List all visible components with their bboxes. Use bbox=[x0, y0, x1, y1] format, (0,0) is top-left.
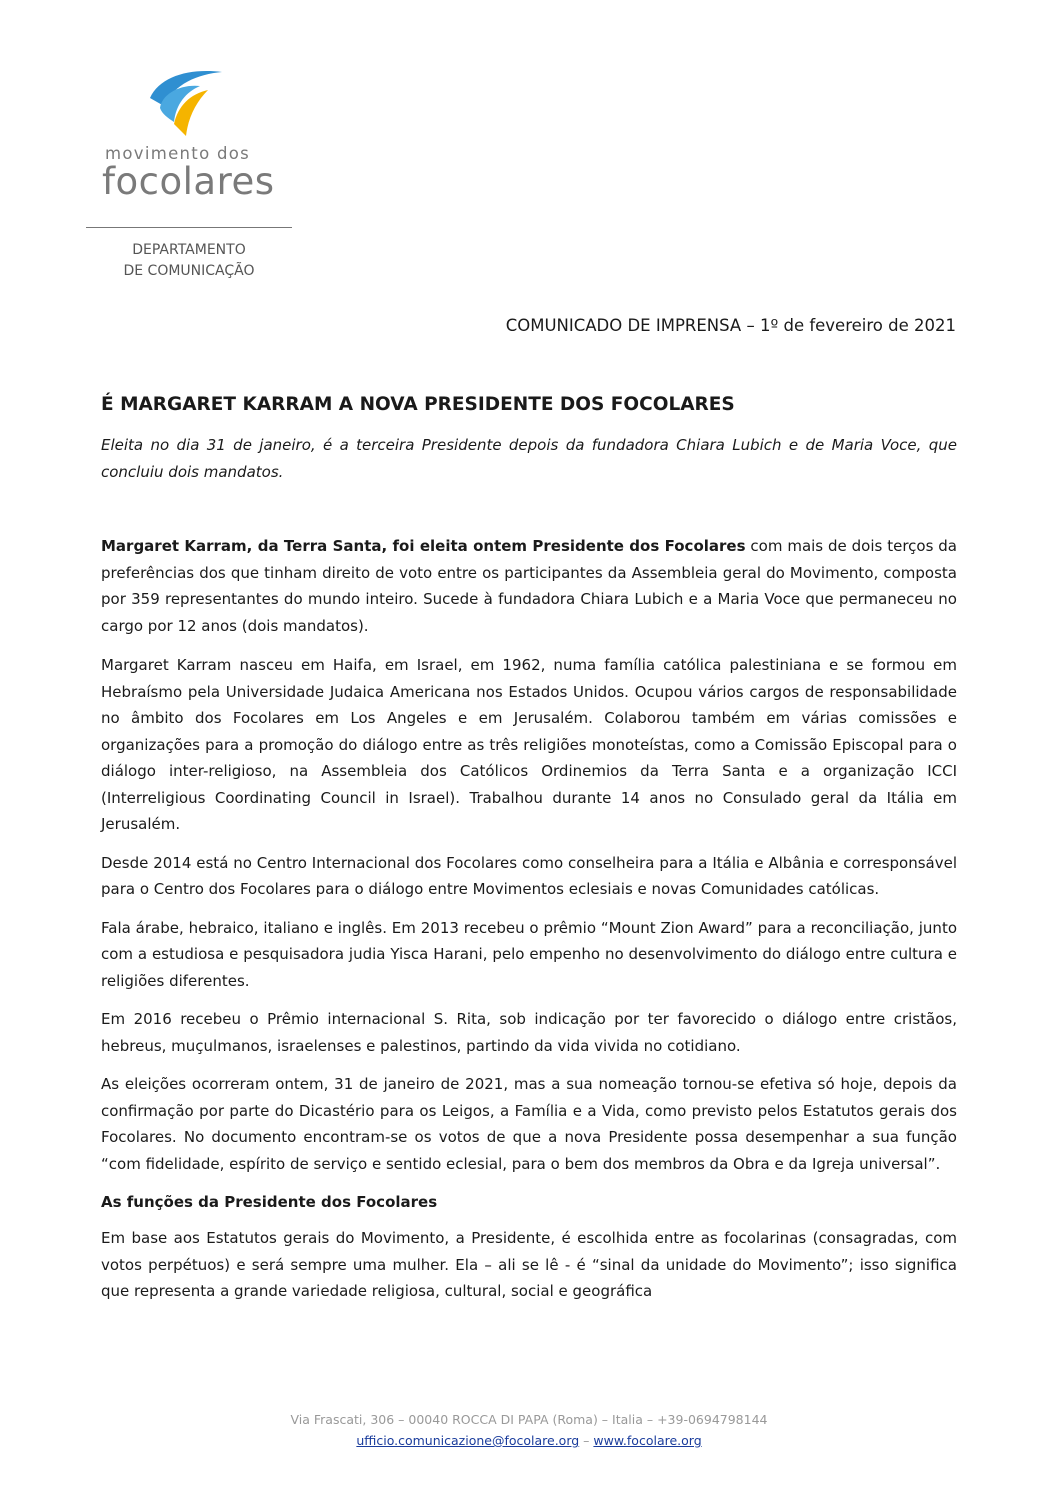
email-link[interactable]: ufficio.comunicazione@focolare.org bbox=[356, 1433, 580, 1448]
focolare-swoosh-icon bbox=[146, 66, 226, 142]
footer-links bbox=[0, 1430, 1058, 1451]
department-line-1: DEPARTAMENTO bbox=[132, 242, 246, 258]
section-heading: As funções da Presidente dos Focolares bbox=[101, 1193, 438, 1211]
website-link[interactable]: www.focolare.org bbox=[593, 1433, 702, 1448]
paragraph: Desde 2014 está no Centro Internacional dos Focolares como conselheira para a Itália e Albânia e corresponsável para o Centro dos Focolares para o diálogo entre Movimentos eclesiais e novas Comunidades católicas. bbox=[101, 853, 957, 898]
subheadline: Eleita no dia 31 de janeiro, é a terceira Presidente depois da fundadora Chiara Lubich e de Maria Voce, que concluiu dois mandatos. bbox=[101, 436, 957, 481]
department-line-2: DE COMUNICAÇÃO bbox=[123, 263, 255, 279]
paragraph: Fala árabe, hebraico, italiano e inglês. Em 2013 recebeu o prêmio “Mount Zion Award” para a reconciliação, junto com a estudiosa e pesquisadora judia Yisca Harani, pelo empenho no desenvolvimento do diálogo entre cultura e religiões diferentes. bbox=[101, 918, 957, 990]
footer-separator: – bbox=[583, 1433, 594, 1448]
press-release-date: COMUNICADO DE IMPRENSA – 1º de fevereiro de 2021 bbox=[505, 316, 956, 335]
footer-address: Via Frascati, 306 – 00040 ROCCA DI PAPA (Roma) – Italia – +39-0694798144 bbox=[290, 1412, 768, 1427]
paragraph: Margaret Karram nasceu em Haifa, em Israel, em 1962, numa família católica palestiniana e se formou em Hebraísmo pela Universidade Judaica Americana nos Estados Unidos. Ocupou vários cargos de responsabilidade no âmbito dos Focolares em Los Angeles e em Jerusalém. Colaborou também em várias comissões e organizações para a promoção do diálogo entre as três religiões monoteístas, como a Comissão Episcopal para o diálogo inter-religioso, na Assembleia dos Católicos Ordinemios da Terra Santa e a organização ICCI (Interreligious Coordinating Council in Israel). Trabalhou durante 14 anos no Consulado geral da Itália em Jerusalém. bbox=[101, 656, 957, 833]
department-label bbox=[86, 240, 292, 282]
paragraph: As eleições ocorreram ontem, 31 de janeiro de 2021, mas a sua nomeação tornou-se efetiva só hoje, depois da confirmação por parte do Dicastério para os Leigos, a Família e a Vida, como previsto pelos Estatutos gerais dos Focolares. No documento encontram-se os votos de que a nova Presidente possa desempenhar a sua função “com fidelidade, espírito de serviço e sentido eclesial, para o bem dos membros da Obra e da Igreja universal”. bbox=[101, 1075, 957, 1173]
article-body bbox=[101, 533, 957, 1317]
logo-line-1: movimento dos bbox=[105, 144, 251, 163]
footer bbox=[0, 1409, 1058, 1451]
paragraph: Em 2016 recebeu o Prêmio internacional S. Rita, sob indicação por ter favorecido o diálogo entre cristãos, hebreus, muçulmanos, israelenses e palestinos, partindo da vida vivida no cotidiano. bbox=[101, 1010, 957, 1055]
lead-bold-text: Margaret Karram, da Terra Santa, foi eleita ontem Presidente dos Focolares bbox=[101, 537, 746, 555]
header-divider bbox=[86, 227, 292, 228]
logo-line-2: focolares bbox=[102, 160, 275, 203]
lead-rest-text: com mais de dois terços da preferências dos que tinham direito de voto entre os participantes da Assembleia geral do Movimento, composta por 359 representantes do mundo inteiro. Sucede à fundadora Chiara Lubich e a Maria Voce que permaneceu no cargo por 12 anos (dois mandatos). bbox=[101, 537, 958, 635]
paragraph: Em base aos Estatutos gerais do Movimento, a Presidente, é escolhida entre as focolarinas (consagradas, com votos perpétuos) e será sempre uma mulher. Ela – ali se lê - é “sinal da unidade do Movimento”; isso significa que representa a grande variedade religiosa, cultural, social e geográfica bbox=[101, 1229, 957, 1300]
page-title: É MARGARET KARRAM A NOVA PRESIDENTE DOS FOCOLARES bbox=[101, 394, 735, 415]
lead-paragraph bbox=[101, 533, 957, 639]
